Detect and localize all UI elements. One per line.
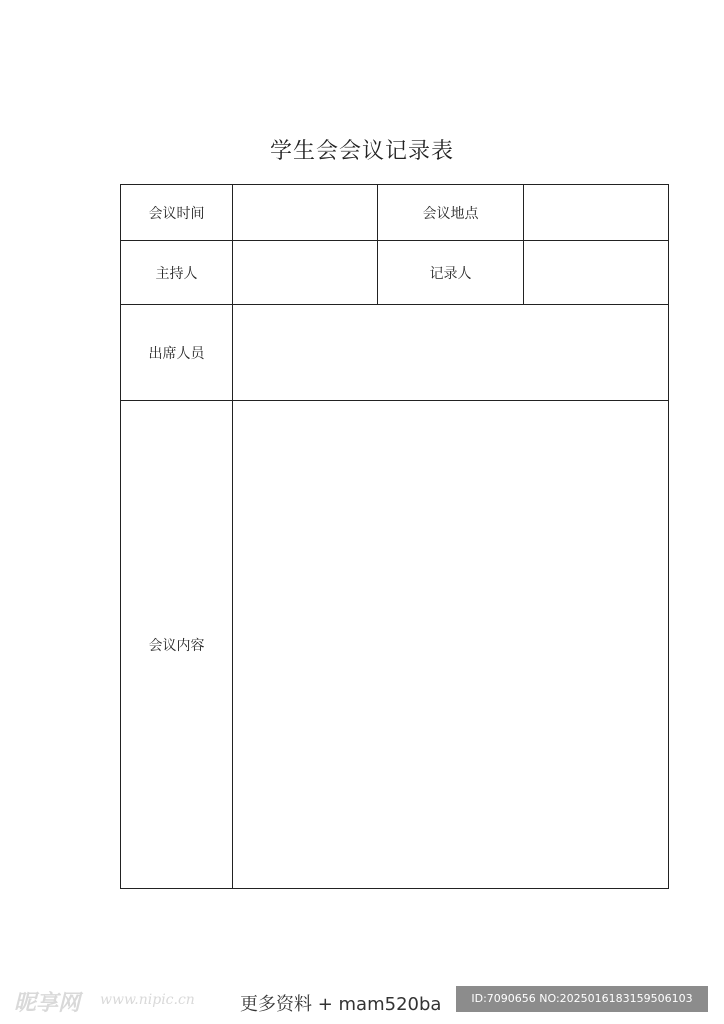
image-id-badge: ID:7090656 NO:20250161831595061​03 xyxy=(456,986,708,1012)
form-row-attendees xyxy=(121,305,669,401)
recorder-field[interactable] xyxy=(524,241,669,305)
page-title: 学生会会议记录表 xyxy=(269,139,454,164)
meeting-time-label: 会议时间 xyxy=(121,185,233,241)
host-field[interactable] xyxy=(233,241,378,305)
form-row-host-recorder xyxy=(121,241,669,305)
content-label: 会议内容 xyxy=(121,401,233,889)
form-row-content xyxy=(121,401,669,889)
meeting-record-form xyxy=(120,184,669,889)
content-field[interactable] xyxy=(233,401,669,889)
host-label: 主持人 xyxy=(121,241,233,305)
more-resources-text: 更多资料 + mam520ba xyxy=(240,994,442,1015)
meeting-place-field[interactable] xyxy=(524,185,669,241)
footer-bar xyxy=(0,984,724,1024)
watermark-logo: 昵享网 xyxy=(14,990,81,1016)
watermark-url: www.nipic.cn xyxy=(100,992,195,1008)
attendees-field[interactable] xyxy=(233,305,669,401)
recorder-label: 记录人 xyxy=(378,241,524,305)
meeting-place-label: 会议地点 xyxy=(378,185,524,241)
form-row-time-place xyxy=(121,185,669,241)
meeting-time-field[interactable] xyxy=(233,185,378,241)
attendees-label: 出席人员 xyxy=(121,305,233,401)
